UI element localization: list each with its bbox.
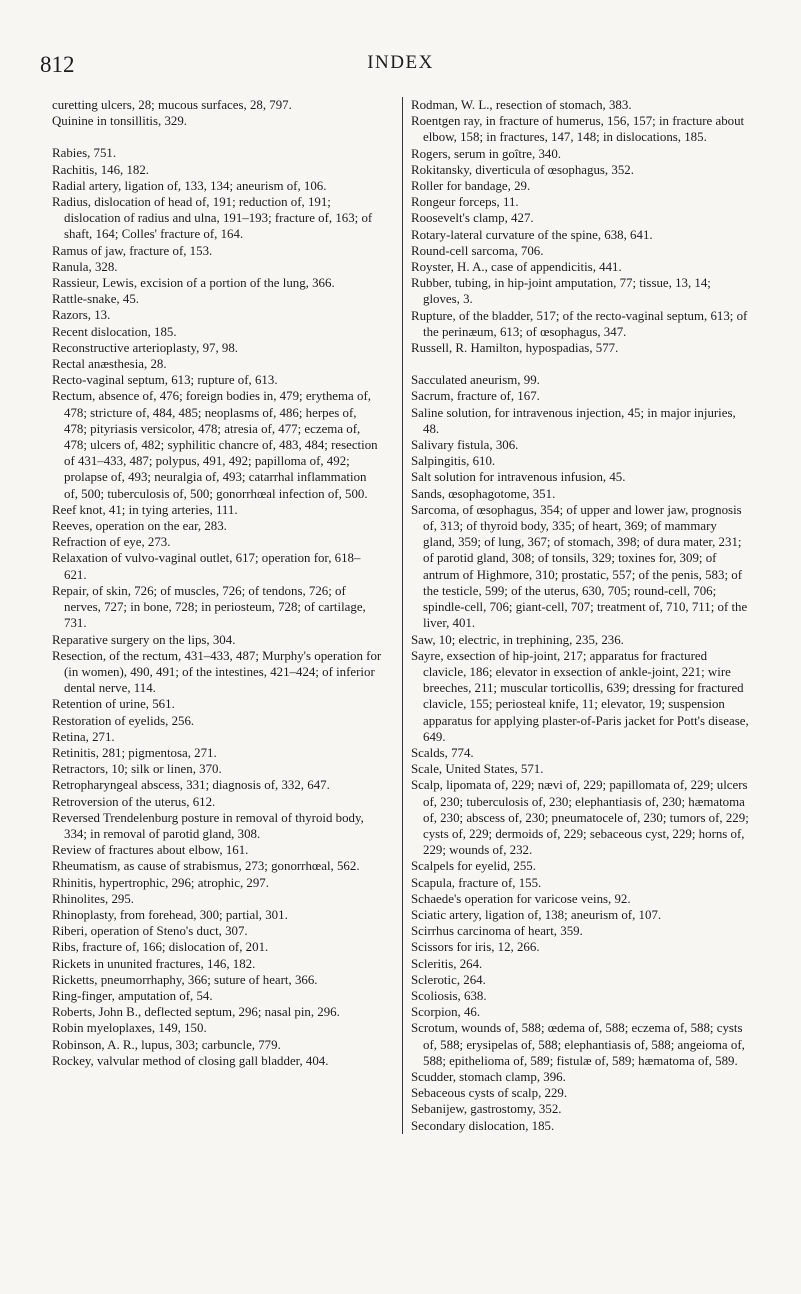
index-entry: Razors, 13.: [52, 308, 111, 323]
index-entry: Sacrum, fracture of, 167.: [411, 389, 540, 404]
index-entry: Rodman, W. L., resection of stomach, 383.: [411, 98, 632, 112]
index-entry: Sayre, exsection of hip-joint, 217; apparatus for fractured clavicle, 186; elevator in exsection of ankle-joint, 221; wire breeches, 211; muscular torticollis, 639; dressing for fractured clavicle, 155; periosteal knife, 11; elevator, 19; suspension apparatus for applying plaster-of-Paris jacket for Pott's disease, 649.: [411, 648, 749, 744]
index-entry: Round-cell sarcoma, 706.: [411, 243, 544, 258]
running-title: INDEX: [367, 52, 434, 73]
index-entry: Scapula, fracture of, 155.: [411, 875, 542, 890]
index-entry: Ranula, 328.: [52, 259, 118, 274]
index-entry: Rectal anæsthesia, 28.: [52, 357, 167, 372]
index-entry: Sands, œsophagotome, 351.: [411, 486, 556, 501]
index-entry: Salivary fistula, 306.: [411, 438, 519, 453]
index-entry: Retinitis, 281; pigmentosa, 271.: [52, 745, 217, 760]
index-entry: Rupture, of the bladder, 517; of the recto-vaginal septum, 613; of the perinæum, 613; of œsophagus, 347.: [411, 308, 748, 339]
index-entry: Scirrhus carcinoma of heart, 359.: [411, 924, 583, 939]
index-entry: Rogers, serum in goître, 340.: [411, 146, 562, 161]
index-entry: Recto-vaginal septum, 613; rupture of, 613.: [52, 373, 278, 388]
index-entry: Rhinitis, hypertrophic, 296; atrophic, 297.: [52, 875, 269, 890]
index-entry: Scalpels for eyelid, 255.: [411, 859, 536, 874]
index-entry: Scoliosis, 638.: [411, 988, 487, 1003]
index-entry: Royster, H. A., case of appendicitis, 441.: [411, 260, 622, 275]
index-entry: Ribs, fracture of, 166; dislocation of, 201.: [52, 940, 269, 955]
index-entry: Robin myeloplaxes, 149, 150.: [52, 1021, 207, 1036]
index-entry: Relaxation of vulvo-vaginal outlet, 617; operation for, 618–621.: [52, 551, 361, 582]
index-entry: Saline solution, for intravenous injection, 45; in major injuries, 48.: [411, 405, 736, 436]
index-entry: Retroversion of the uterus, 612.: [52, 794, 216, 809]
index-entry: curetting ulcers, 28; mucous surfaces, 28, 797.: [52, 98, 292, 112]
index-entry: Rhinoplasty, from forehead, 300; partial, 301.: [52, 907, 288, 922]
index-entry: Scalp, lipomata of, 229; nævi of, 229; papillomata of, 229; ulcers of, 230; tuberculosis of, 230; elephantiasis of, 230; hæmatoma of, 230; abscess of, 230; pneumatocele of, 230; tumors of, 229; cysts of, 229; dermoids of, 229; sebaceous cyst, 229; horns of, 229; wounds of, 232.: [411, 778, 749, 858]
index-column-left: [52, 97, 382, 1069]
index-entry: Reversed Trendelenburg posture in removal of thyroid body, 334; in removal of parotid gland, 308.: [52, 810, 364, 841]
letter-section-gap: [52, 129, 382, 145]
index-entry: Sebanijew, gastrostomy, 352.: [411, 1102, 562, 1117]
index-entry: Reparative surgery on the lips, 304.: [52, 632, 236, 647]
index-entry: Reeves, operation on the ear, 283.: [52, 519, 227, 534]
index-entry: Salt solution for intravenous infusion, 45.: [411, 470, 626, 485]
page-header: [0, 52, 801, 82]
index-entry: Radial artery, ligation of, 133, 134; aneurism of, 106.: [52, 178, 327, 193]
index-entry: Rassieur, Lewis, excision of a portion of the lung, 366.: [52, 276, 335, 291]
letter-section-gap: [411, 356, 749, 372]
index-entry: Sebaceous cysts of scalp, 229.: [411, 1086, 568, 1101]
index-entry: Ricketts, pneumorrhaphy, 366; suture of heart, 366.: [52, 972, 318, 987]
index-entry: Rotary-lateral curvature of the spine, 638, 641.: [411, 227, 653, 242]
index-entry: Rubber, tubing, in hip-joint amputation, 77; tissue, 13, 14; gloves, 3.: [411, 276, 711, 307]
index-entry: Retina, 271.: [52, 729, 115, 744]
index-entry: Rattle-snake, 45.: [52, 292, 139, 307]
index-entry: Scissors for iris, 12, 266.: [411, 940, 540, 955]
index-entry: Salpingitis, 610.: [411, 454, 496, 469]
index-entry: Rongeur forceps, 11.: [411, 195, 519, 210]
index-entry: Riberi, operation of Steno's duct, 307.: [52, 924, 248, 939]
index-entry: Retropharyngeal abscess, 331; diagnosis of, 332, 647.: [52, 778, 330, 793]
index-entry: Resection, of the rectum, 431–433, 487; Murphy's operation for (in women), 490, 491; of the intestines, 421–424; of inferior dental nerve, 114.: [52, 648, 382, 696]
index-entry: Review of fractures about elbow, 161.: [52, 843, 249, 858]
index-entry: Roentgen ray, in fracture of humerus, 156, 157; in fracture about elbow, 158; in fractures, 147, 148; in dislocations, 185.: [411, 114, 745, 145]
index-entry: Rabies, 751.: [52, 146, 117, 161]
index-entry: Roosevelt's clamp, 427.: [411, 211, 534, 226]
index-entry: Reef knot, 41; in tying arteries, 111.: [52, 502, 238, 517]
index-column-right: [402, 97, 749, 1134]
index-entry: Scorpion, 46.: [411, 1005, 481, 1020]
index-entry: Rokitansky, diverticula of œsophagus, 352.: [411, 162, 634, 177]
index-entry: Rickets in ununited fractures, 146, 182.: [52, 956, 256, 971]
index-entry: Roberts, John B., deflected septum, 296; nasal pin, 296.: [52, 1005, 340, 1020]
index-entry: Rheumatism, as cause of strabismus, 273; gonorrhœal, 562.: [52, 859, 360, 874]
index-entry: Scleritis, 264.: [411, 956, 483, 971]
index-entry: Sciatic artery, ligation of, 138; aneurism of, 107.: [411, 907, 662, 922]
index-entry: Scudder, stomach clamp, 396.: [411, 1069, 566, 1084]
index-entry: Radius, dislocation of head of, 191; reduction of, 191; dislocation of radius and ulna, 191–193; fracture of, 163; of shaft, 164; Colles' fracture of, 164.: [52, 195, 373, 242]
index-entry: Quinine in tonsillitis, 329.: [52, 114, 187, 129]
page-number: 812: [40, 52, 75, 77]
index-entry: Sarcoma, of œsophagus, 354; of upper and lower jaw, prognosis of, 313; of thyroid body, 335; of heart, 369; of mammary gland, 359; of lung, 367; of stomach, 398; of dura mater, 231; of parotid gland, 308; of tonsils, 329; toxines for, 309; of antrum of Highmore, 310; prostatic, 557; of the penis, 583; of the testicle, 599; of the uterus, 630, 705; round-cell, 706; spindle-cell, 706; giant-cell, 707; treatment of, 710, 711; of the liver, 401.: [411, 502, 748, 631]
index-entry: Rockey, valvular method of closing gall bladder, 404.: [52, 1053, 329, 1068]
index-entry: Retention of urine, 561.: [52, 697, 175, 712]
index-entry: Rectum, absence of, 476; foreign bodies in, 479; erythema of, 478; stricture of, 484, 485; neoplasms of, 486; herpes of, 478; pityriasis versicolor, 478; atresia of, 477; eczema of, 478; ulcers of, 482; syphilitic chancre of, 483, 484; resection of 431–433, 487; polypus, 491, 492; papilloma of, 492; prolapse of, 493; neuralgia of, 493; catarrhal inflammation of, 500; tuberculosis of, 500; gonorrhœal infection of, 500.: [52, 389, 378, 501]
index-entry: Russell, R. Hamilton, hypospadias, 577.: [411, 341, 619, 356]
index-entry: Reconstructive arterioplasty, 97, 98.: [52, 340, 239, 355]
index-entry: Rachitis, 146, 182.: [52, 162, 150, 177]
index-entry: Ring-finger, amputation of, 54.: [52, 988, 213, 1003]
index-entry: Secondary dislocation, 185.: [411, 1118, 555, 1133]
index-entry: Schaede's operation for varicose veins, 92.: [411, 891, 631, 906]
index-entry: Scalds, 774.: [411, 745, 474, 760]
index-entry: Roller for bandage, 29.: [411, 179, 531, 194]
index-entry: Refraction of eye, 273.: [52, 535, 171, 550]
index-entry: Restoration of eyelids, 256.: [52, 713, 195, 728]
index-entry: Saw, 10; electric, in trephining, 235, 236.: [411, 632, 624, 647]
index-entry: Ramus of jaw, fracture of, 153.: [52, 243, 213, 258]
index-entry: Recent dislocation, 185.: [52, 324, 177, 339]
index-entry: Sclerotic, 264.: [411, 972, 486, 987]
index-entry: Repair, of skin, 726; of muscles, 726; of tendons, 726; of nerves, 727; in bone, 728; in periosteum, 728; of cartilage, 731.: [52, 583, 366, 631]
index-entry: Robinson, A. R., lupus, 303; carbuncle, 779.: [52, 1037, 281, 1052]
index-entry: Sacculated aneurism, 99.: [411, 373, 540, 388]
index-entry: Scrotum, wounds of, 588; œdema of, 588; eczema of, 588; cysts of, 588; erysipelas of, 588; elephantiasis of, 588; angeioma of, 588; epithelioma of, 589; fistulæ of, 589; hæmatoma of, 589.: [411, 1021, 745, 1068]
index-entry: Retractors, 10; silk or linen, 370.: [52, 762, 222, 777]
index-entry: Rhinolites, 295.: [52, 891, 135, 906]
index-entry: Scale, United States, 571.: [411, 762, 544, 777]
